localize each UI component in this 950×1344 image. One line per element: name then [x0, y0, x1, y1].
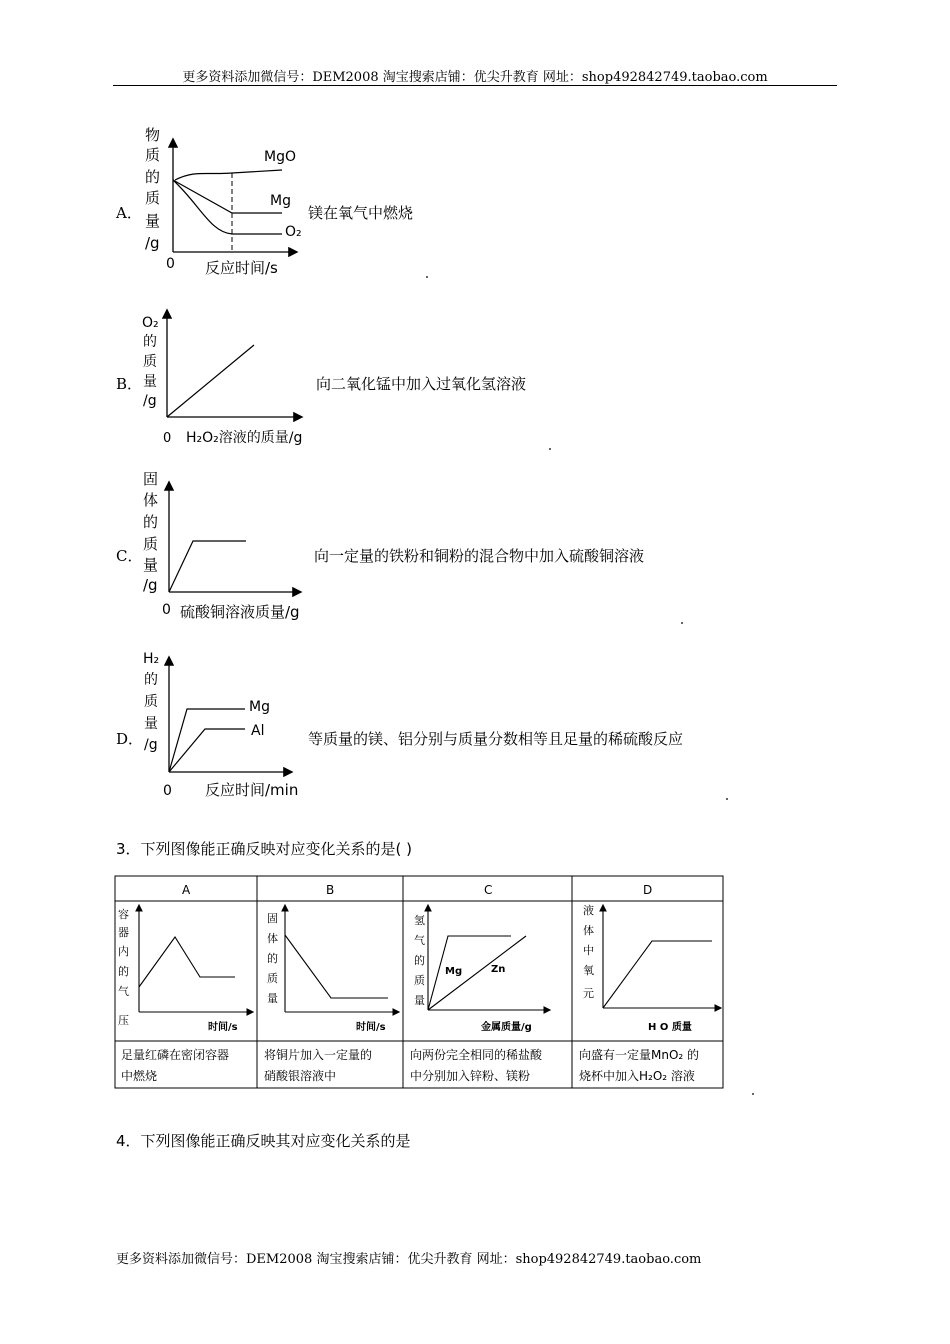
option-b-x-label: H₂O₂溶液的质量/g [186, 430, 303, 446]
svg-text:质: 质 [143, 354, 157, 370]
svg-text:体: 体 [583, 924, 594, 937]
option-b-label: B． [116, 375, 143, 393]
cell-c-desc-line2: 中分别加入锌粉、镁粉 [410, 1069, 531, 1083]
svg-text:器: 器 [118, 926, 129, 939]
svg-text:固: 固 [143, 470, 159, 488]
option-d-description: 等质量的镁、铝分别与质量分数相等且足量的稀硫酸反应 [308, 730, 684, 748]
option-a-curve-label-o2: O₂ [285, 224, 302, 240]
svg-text:内: 内 [118, 945, 129, 958]
option-c-label: C． [116, 547, 143, 565]
option-a-curve-label-mgo: MgO [264, 149, 296, 165]
svg-text:质: 质 [145, 146, 161, 164]
svg-text:的: 的 [143, 334, 157, 350]
svg-text:的: 的 [144, 672, 158, 688]
svg-text:的: 的 [118, 965, 129, 978]
table-headers [182, 883, 652, 897]
svg-text:元: 元 [583, 987, 594, 1000]
svg-text:/g: /g [143, 393, 157, 409]
svg-text:氢: 氢 [414, 914, 425, 927]
page-header: 更多资料添加微信号：DEM2008 淘宝搜索店铺：优尖升教育 网址：shop492842749.taobao.com [182, 70, 768, 85]
cell-d-y-label [583, 903, 594, 1000]
svg-text:质: 质 [414, 974, 425, 987]
cell-b-x-label: 时间/s [356, 1022, 386, 1033]
svg-text:的: 的 [145, 168, 161, 186]
cell-b-y-label [267, 912, 278, 1005]
page-footer: 更多资料添加微信号：DEM2008 淘宝搜索店铺：优尖升教育 网址：shop492842749.taobao.com [116, 1252, 702, 1267]
cell-c-curve-zn [428, 936, 526, 1010]
svg-text:固: 固 [267, 912, 278, 925]
svg-text:/g: /g [143, 576, 158, 594]
svg-text:氧: 氧 [583, 964, 594, 977]
svg-text:的: 的 [267, 952, 278, 965]
svg-text:量: 量 [143, 374, 157, 390]
option-b-description: 向二氧化锰中加入过氧化氢溶液 [316, 375, 527, 393]
cell-c-curve-label-zn: Zn [491, 964, 506, 975]
table-header-a: A [182, 883, 191, 897]
svg-text:气: 气 [414, 934, 425, 947]
svg-text:质: 质 [143, 535, 159, 553]
table-header-b: B [326, 883, 335, 897]
option-a-label: A． [116, 204, 142, 222]
svg-text:O₂: O₂ [142, 315, 159, 331]
option-c-origin: 0 [162, 602, 171, 618]
option-a-description: 镁在氧气中燃烧 [308, 204, 414, 222]
cell-a-desc-line2: 中燃烧 [121, 1069, 158, 1083]
svg-text:气: 气 [118, 985, 129, 998]
cell-d-line [603, 941, 712, 1008]
cell-a-desc-line1: 足量红磷在密闭容器 [121, 1048, 230, 1062]
option-a-origin: 0 [166, 256, 175, 272]
svg-text:量: 量 [145, 212, 161, 230]
cell-d-desc-line1: 向盛有一定量MnO₂ 的 [579, 1048, 700, 1062]
table-header-d: D [643, 883, 653, 897]
svg-text:压: 压 [118, 1014, 129, 1027]
svg-text:量: 量 [267, 992, 278, 1005]
table-header-c: C [484, 883, 493, 897]
svg-text:量: 量 [144, 716, 158, 732]
option-d-x-label: 反应时间/min [205, 781, 299, 799]
svg-text:量: 量 [414, 994, 425, 1007]
svg-text:/g: /g [145, 234, 160, 252]
option-b-origin: 0 [163, 431, 172, 446]
svg-text:中: 中 [583, 944, 594, 957]
option-d-origin: 0 [163, 783, 172, 799]
cell-b-desc-line1: 将铜片加入一定量的 [264, 1048, 373, 1062]
cell-d-x-label: H O 质量 [648, 1022, 692, 1033]
svg-text:质: 质 [267, 972, 278, 985]
option-d-label: D． [116, 730, 144, 748]
svg-text:质: 质 [144, 694, 158, 710]
svg-text:体: 体 [143, 491, 159, 509]
question-3-stem: 3．下列图像能正确反映对应变化关系的是( ) [116, 840, 413, 858]
option-d-curve-label-mg: Mg [249, 699, 270, 715]
svg-text:体: 体 [267, 932, 278, 945]
option-a-x-label: 反应时间/s [205, 259, 278, 277]
option-d-curve-label-al: Al [251, 723, 265, 739]
cell-a-y-label [118, 907, 129, 1027]
svg-text:H₂: H₂ [143, 651, 160, 667]
svg-text:质: 质 [145, 189, 161, 207]
svg-text:液: 液 [583, 904, 594, 917]
svg-text:的: 的 [414, 954, 425, 967]
cell-c-curve-label-mg: Mg [445, 966, 463, 977]
svg-text:的: 的 [143, 513, 159, 531]
cell-b-desc-line2: 硝酸银溶液中 [264, 1069, 337, 1083]
question-4-stem: 4．下列图像能正确反映其对应变化关系的是 [116, 1132, 411, 1150]
option-c-x-label: 硫酸铜溶液质量/g [180, 603, 300, 621]
cell-c-y-label [414, 913, 425, 1007]
cell-c-desc-line1: 向两份完全相同的稀盐酸 [410, 1048, 543, 1062]
cell-a-x-label: 时间/s [208, 1022, 238, 1033]
svg-text:量: 量 [143, 556, 159, 574]
option-a-curve-label-mg: Mg [270, 193, 291, 209]
cell-d-desc-line2: 烧杯中加入H₂O₂ 溶液 [579, 1069, 695, 1083]
svg-text:/g: /g [144, 737, 158, 753]
svg-text:物: 物 [145, 126, 161, 144]
option-c-description: 向一定量的铁粉和铜粉的混合物中加入硫酸铜溶液 [314, 547, 645, 565]
cell-b-line [285, 935, 388, 998]
cell-a-line [139, 937, 235, 987]
cell-c-x-label: 金属质量/g [481, 1022, 532, 1033]
svg-text:容: 容 [118, 908, 129, 921]
